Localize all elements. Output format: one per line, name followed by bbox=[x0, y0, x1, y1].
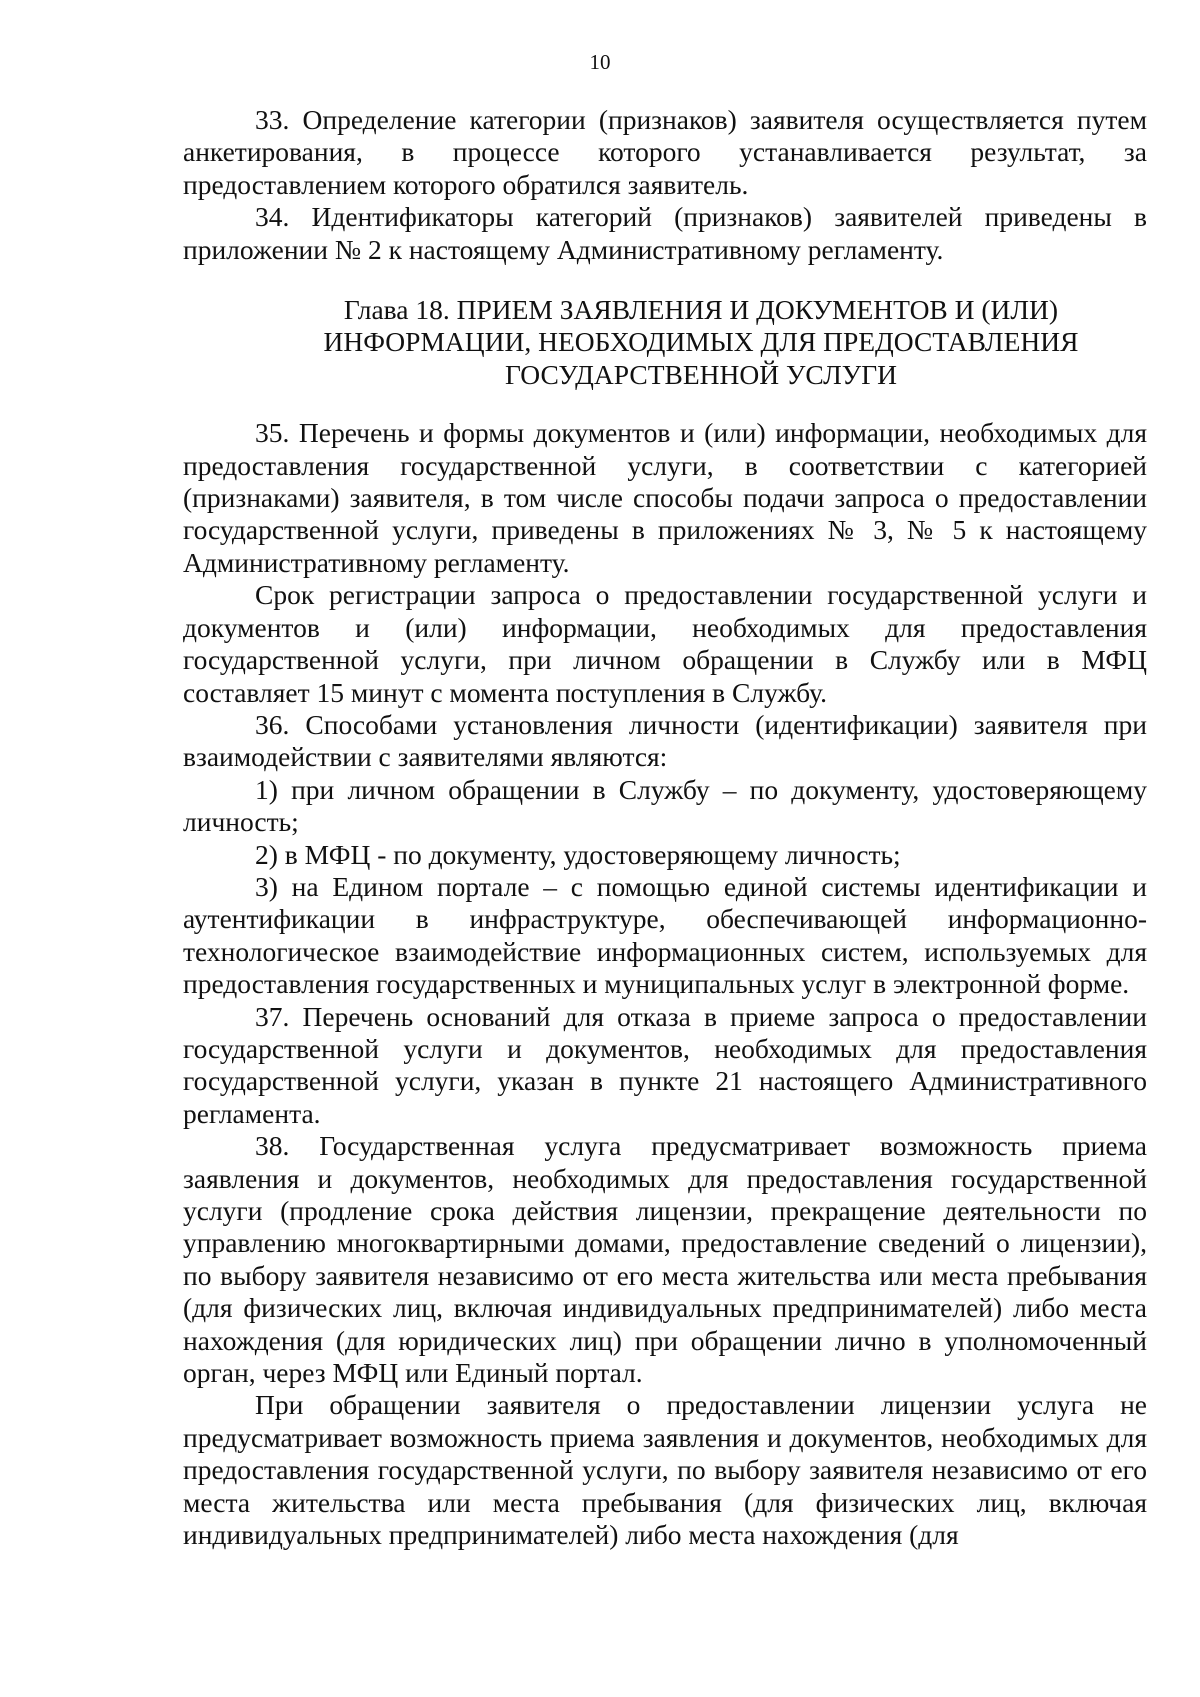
paragraph-37: 37. Перечень оснований для отказа в приеме запроса о предоставлении государственной услуги и документов, необходимых для предоставления государственной услуги, указан в пункте 21 настоящего Административного регламента. bbox=[183, 1000, 1147, 1129]
paragraph-36: 36. Способами установления личности (идентификации) заявителя при взаимодействии с заявителями являются: bbox=[183, 708, 1147, 773]
paragraph-licensing: При обращении заявителя о предоставлении лицензии услуга не предусматривает возможность приема заявления и документов, необходимых для предоставления государственной услуги, по выбору заявителя независимо от его места жительства или места пребывания (для физических лиц, включая индивидуальных предпринимателей) либо места нахождения (для bbox=[183, 1389, 1147, 1551]
document-body bbox=[183, 104, 1147, 1551]
paragraph-registration-term: Срок регистрации запроса о предоставлении государственной услуги и документов и (или) информации, необходимых для предоставления государственной услуги, при личном обращении в Службу или в МФЦ составляет 15 минут с момента поступления в Службу. bbox=[183, 579, 1147, 708]
list-item-2: 2) в МФЦ - по документу, удостоверяющему личность; bbox=[255, 838, 901, 870]
chapter-heading-line-3: ГОСУДАРСТВЕННОЙ УСЛУГИ bbox=[505, 358, 897, 390]
chapter-heading bbox=[183, 294, 1147, 391]
paragraph-35: 35. Перечень и формы документов и (или) информации, необходимых для предоставления государственной услуги, в соответствии с категорией (признаками) заявителя, в том числе способы подачи запроса о предоставлении государственной услуги, приведены в приложениях № 3, № 5 к настоящему Административному регламенту. bbox=[183, 417, 1147, 578]
paragraph-34: 34. Идентификаторы категорий (признаков) заявителей приведены в приложении № 2 к настоящему Административному регламенту. bbox=[183, 201, 1147, 265]
page-number: 10 bbox=[589, 50, 611, 74]
list-item-1: 1) при личном обращении в Службу – по документу, удостоверяющему личность; bbox=[183, 773, 1147, 838]
chapter-heading-line-1: Глава 18. ПРИЕМ ЗАЯВЛЕНИЯ И ДОКУМЕНТОВ И (ИЛИ) bbox=[343, 294, 1059, 326]
chapter-heading-line-2: ИНФОРМАЦИИ, НЕОБХОДИМЫХ ДЛЯ ПРЕДОСТАВЛЕНИЯ bbox=[323, 326, 1079, 358]
paragraph-38: 38. Государственная услуга предусматривает возможность приема заявления и документов, необходимых для предоставления государственной услуги (продление срока действия лицензии, прекращение деятельности по управлению многоквартирными домами, предоставление сведений о лицензии), по выбору заявителя независимо от его места жительства или места пребывания (для физических лиц, включая индивидуальных предпринимателей) либо места нахождения (для юридических лиц) при обращении лично в уполномоченный орган, через МФЦ или Единый портал. bbox=[183, 1130, 1147, 1389]
paragraph-33: 33. Определение категории (признаков) заявителя осуществляется путем анкетирования, в процессе которого устанавливается результат, за предоставлением которого обратился заявитель. bbox=[183, 104, 1147, 200]
list-item-3: 3) на Едином портале – с помощью единой системы идентификации и аутентификации в инфраструктуре, обеспечивающей информационно-технологическое взаимодействие информационных систем, используемых для предоставления государственных и муниципальных услуг в электронной форме. bbox=[183, 870, 1147, 1000]
